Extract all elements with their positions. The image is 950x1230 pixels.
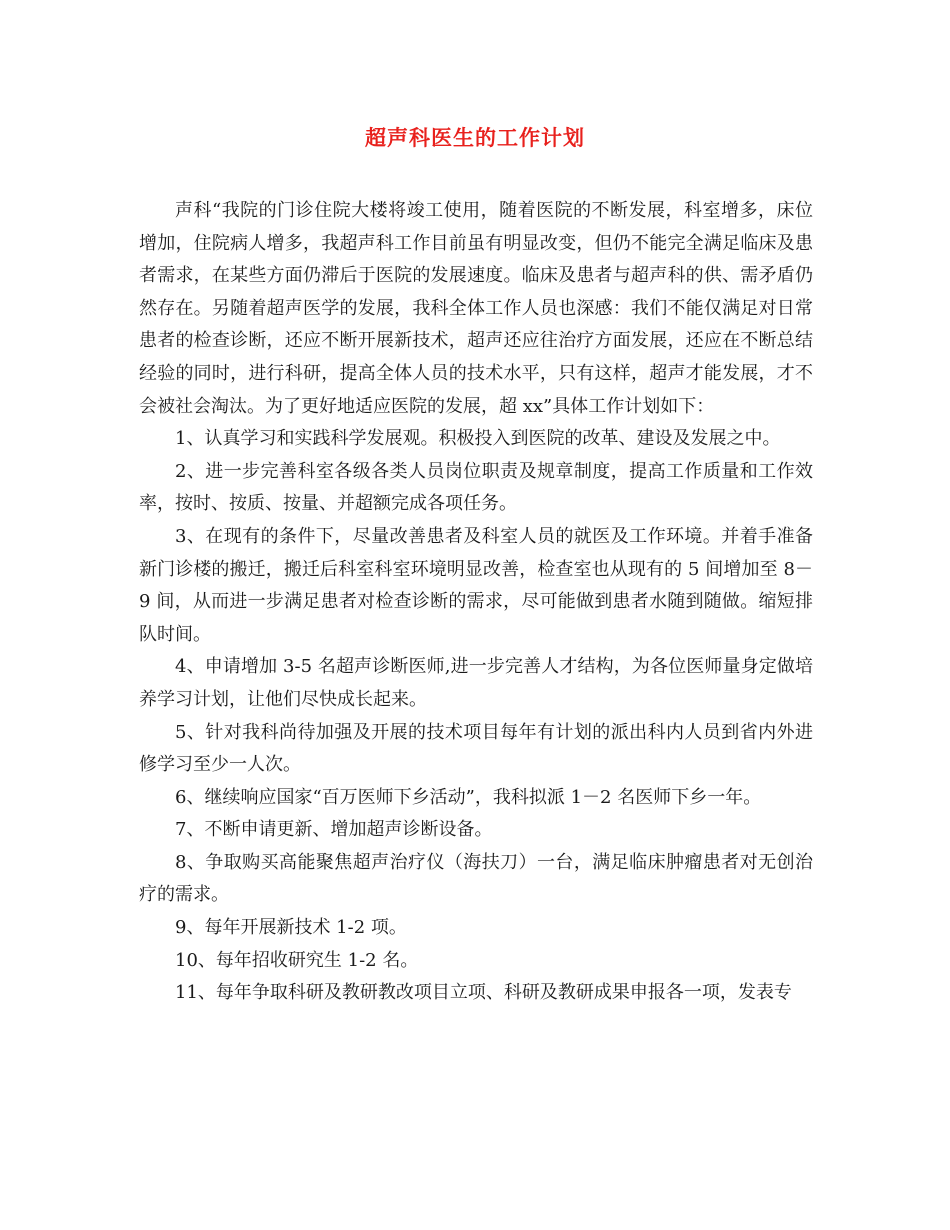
paragraph-item-8: 8、争取购买高能聚焦超声治疗仪（海扶刀）一台，满足临床肿瘤患者对无创治疗的需求。 xyxy=(139,851,813,906)
paragraph-item-9: 9、每年开展新技术 1-2 项。 xyxy=(175,917,407,939)
document-title: 超声科医生的工作计划 xyxy=(365,126,585,150)
paragraph-intro: 声科“我院的门诊住院大楼将竣工使用，随着医院的不断发展，科室增多，床位增加，住院病人增多，我超声科工作目前虽有明显改变，但仍不能完全满足临床及患者需求，在某些方面仍滞后于医院的发展速度。临床及患者与超声科的供、需矛盾仍然存在。另随着超声医学的发展，我科全体工作人员也深感：我们不能仅满足对日常患者的检查诊断，还应不断开展新技术，超声还应往治疗方面发展，还应在不断总结经验的同时，进行科研，提高全体人员的技术水平，只有这样，超声才能发展，才不会被社会淘汰。为了更好地适应医院的发展，超 xx”具体工作计划如下： xyxy=(139,200,813,417)
paragraph-item-10: 10、每年招收研究生 1-2 名。 xyxy=(175,949,419,971)
paragraph-item-5: 5、针对我科尚待加强及开展的技术项目每年有计划的派出科内人员到省内外进修学习至少一人次。 xyxy=(139,721,813,776)
paragraph-item-1: 1、认真学习和实践科学发展观。积极投入到医院的改革、建设及发展之中。 xyxy=(175,428,781,450)
paragraph-item-11: 11、每年争取科研及教研教改项目立项、科研及教研成果申报各一项，发表专 xyxy=(175,982,792,1004)
paragraph-item-2: 2、进一步完善科室各级各类人员岗位职责及规章制度，提高工作质量和工作效率，按时、按质、按量、并超额完成各项任务。 xyxy=(139,460,813,515)
paragraph-item-4: 4、申请增加 3-5 名超声诊断医师,进一步完善人才结构，为各位医师量身定做培养学习计划，让他们尽快成长起来。 xyxy=(139,656,813,710)
paragraph-item-7: 7、不断申请更新、增加超声诊断设备。 xyxy=(175,819,493,841)
paragraph-item-6: 6、继续响应国家“百万医师下乡活动”，我科拟派 1－2 名医师下乡一年。 xyxy=(175,786,762,808)
document-body xyxy=(139,195,813,1010)
paragraph-item-3: 3、在现有的条件下，尽量改善患者及科室人员的就医及工作环境。并着手准备新门诊楼的搬迁，搬迁后科室科室环境明显改善，检查室也从现有的 5 间增加至 8－9 间，从而进一步满足患者对检查诊断的需求，尽可能做到患者水随到随做。缩短排队时间。 xyxy=(139,525,813,645)
